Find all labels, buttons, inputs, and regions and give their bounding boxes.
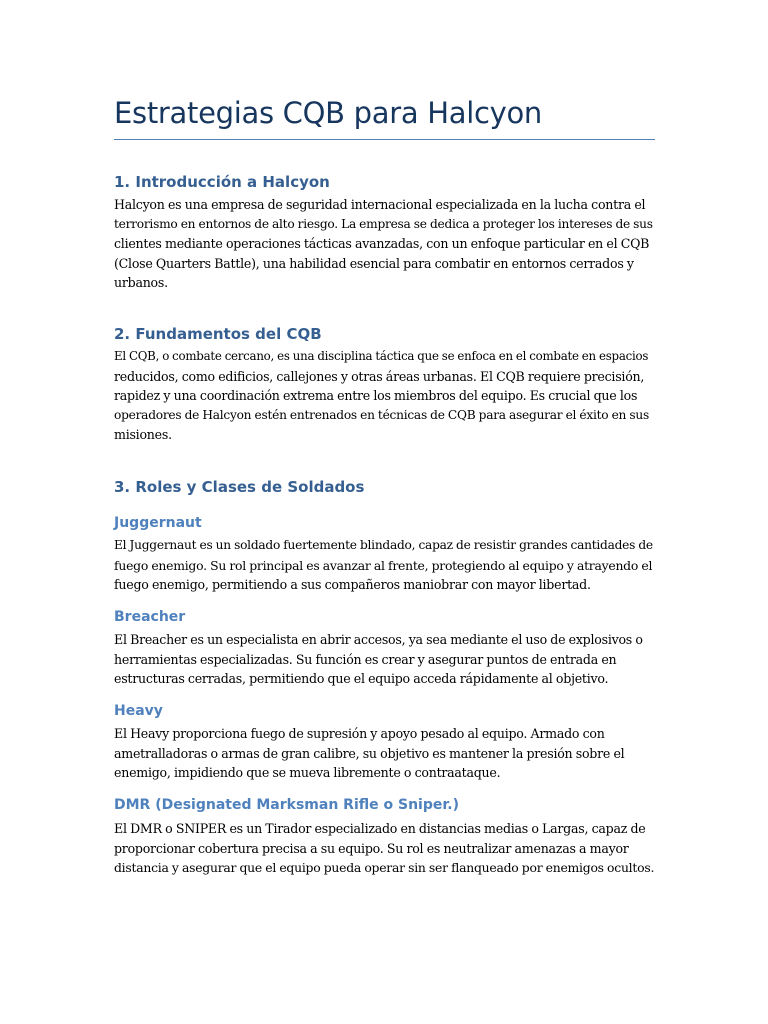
paragraph-line: estructuras cerradas, permitiendo que el equipo acceda rápidamente al objetivo. (114, 671, 609, 687)
role-heading-juggernaut: Juggernaut (114, 515, 202, 531)
paragraph-line: fuego enemigo. Su rol principal es avanzar al frente, protegiendo al equipo y atrayendo el (114, 557, 653, 573)
section-paragraph-introduccion (114, 195, 655, 293)
paragraph-line: herramientas especializadas. Su función es crear y asegurar puntos de entrada en (114, 651, 617, 667)
paragraph-line: El Breacher es un especialista en abrir accesos, ya sea mediante el uso de explosivos o (114, 632, 643, 647)
paragraph-line: El Heavy proporciona fuego de supresión y apoyo pesado al equipo. Armado con (114, 726, 605, 741)
paragraph-line: operadores de Halcyon estén entrenados en técnicas de CQB para asegurar el éxito en sus (114, 407, 649, 422)
paragraph-line: misiones. (114, 427, 172, 443)
role-paragraph-dmr (114, 819, 655, 878)
paragraph-line: (Close Quarters Battle), una habilidad esencial para combatir en entornos cerrados y (114, 255, 634, 271)
paragraph-line: ametralladoras o armas de gran calibre, su objetivo es mantener la presión sobre el (114, 745, 625, 761)
section-heading-fundamentos: 2. Fundamentos del CQB (114, 325, 322, 343)
section-heading-roles: 3. Roles y Clases de Soldados (114, 478, 365, 496)
paragraph-line: proporcionar cobertura precisa a su equipo. Su rol es neutralizar amenazas a mayor (114, 840, 629, 856)
paragraph-line: clientes mediante operaciones tácticas avanzadas, con un enfoque particular en el CQB (114, 236, 650, 252)
paragraph-line: El Juggernaut es un soldado fuertemente blindado, capaz de resistir grandes cantidades de (114, 538, 653, 552)
paragraph-line: urbanos. (114, 275, 168, 291)
paragraph-line: rapidez y una coordinación extrema entre los miembros del equipo. Es crucial que los (114, 388, 638, 404)
role-paragraph-heavy (114, 724, 655, 783)
section-paragraph-fundamentos (114, 347, 655, 445)
section-heading-introduccion: 1. Introducción a Halcyon (114, 173, 330, 191)
paragraph-line: El DMR o SNIPER es un Tirador especializado en distancias medias o Largas, capaz de (114, 821, 646, 836)
paragraph-line: distancia y asegurar que el equipo pueda operar sin ser flanqueado por enemigos ocultos. (114, 860, 655, 876)
role-heading-heavy: Heavy (114, 703, 163, 719)
paragraph-line: El CQB, o combate cercano, es una disciplina táctica que se enfoca en el combate en espacios (114, 349, 649, 363)
paragraph-line: enemigo, impidiendo que se mueva libremente o contraataque. (114, 765, 501, 781)
role-paragraph-breacher (114, 630, 655, 689)
role-heading-breacher: Breacher (114, 609, 186, 625)
paragraph-line: terrorismo en entornos de alto riesgo. La empresa se dedica a proteger los intereses de sus (114, 216, 653, 231)
document-title: Estrategias CQB para Halcyon (114, 96, 543, 130)
role-paragraph-juggernaut (114, 536, 655, 595)
paragraph-line: Halcyon es una empresa de seguridad internacional especializada en la lucha contra el (114, 197, 646, 212)
paragraph-line: reducidos, como edificios, callejones y otras áreas urbanas. El CQB requiere precisión, (114, 368, 645, 384)
role-heading-dmr: DMR (Designated Marksman Rifle o Sniper.) (114, 797, 459, 813)
title-underline-divider (114, 139, 655, 140)
paragraph-line: fuego enemigo, permitiendo a sus compañeros maniobrar con mayor libertad. (114, 577, 591, 593)
